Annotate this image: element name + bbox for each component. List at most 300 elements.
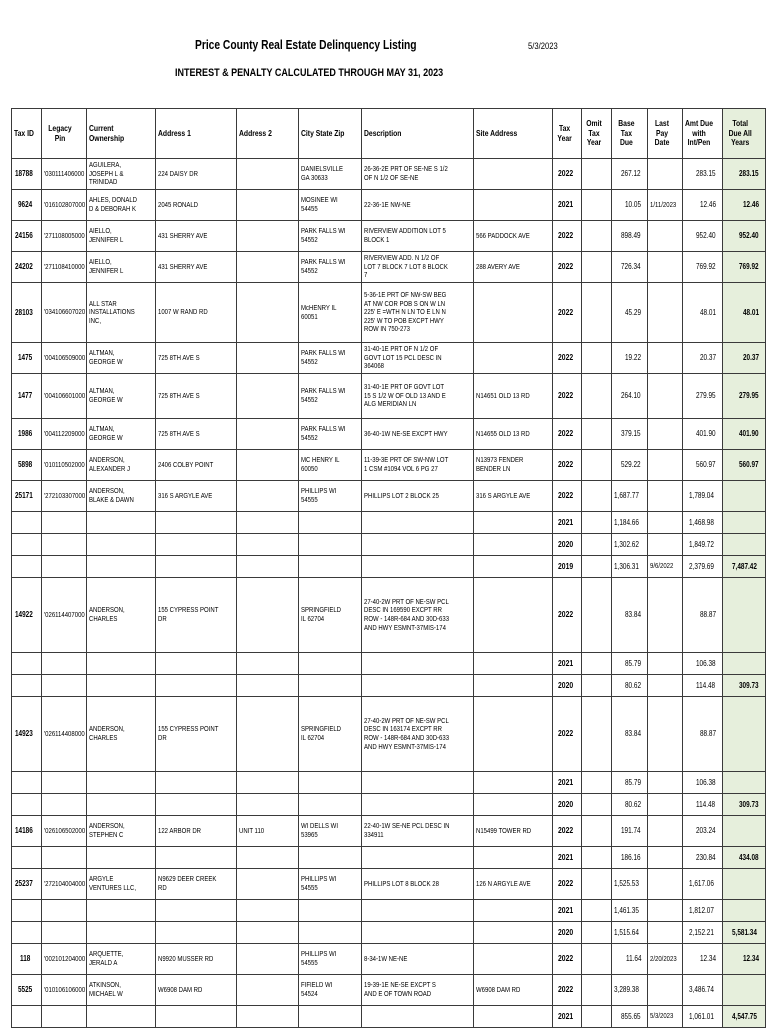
cell-owner: ATKINSON, MICHAEL W: [87, 975, 156, 1006]
cell-description: [362, 1006, 474, 1028]
cell-owner: ANDERSON, BLAKE & DAWN: [87, 481, 156, 512]
cell-base-tax-due: 3,289.38: [612, 975, 648, 1006]
cell-tax-year: 2020: [553, 534, 582, 556]
table-row: [12, 900, 766, 922]
cell-address-2: [237, 481, 299, 512]
cell-tax-year: 2022: [553, 374, 582, 419]
table-row: [12, 221, 766, 252]
cell-last-pay-date: [648, 653, 683, 675]
cell-site-address: 566 PADDOCK AVE: [474, 221, 553, 252]
cell-tax-year: 2022: [553, 343, 582, 374]
cell-tax-year: 2022: [553, 481, 582, 512]
cell-amt-due: 1,812.07: [683, 900, 723, 922]
cell-omit-tax-year: [582, 534, 612, 556]
cell-last-pay-date: [648, 675, 683, 697]
table-row: [12, 190, 766, 221]
table-row: [12, 556, 766, 578]
cell-omit-tax-year: [582, 221, 612, 252]
cell-amt-due: 88.87: [683, 578, 723, 653]
cell-address-2: [237, 252, 299, 283]
cell-address-2: [237, 922, 299, 944]
cell-address-1: N9920 MUSSER RD: [156, 944, 237, 975]
cell-total-due: 48.01: [723, 283, 766, 343]
cell-site-address: [474, 556, 553, 578]
cell-tax-year: 2022: [553, 450, 582, 481]
cell-tax-id: [12, 847, 42, 869]
cell-tax-year: 2022: [553, 975, 582, 1006]
cell-legacy-pin: '004106601000: [42, 374, 87, 419]
cell-amt-due: 20.37: [683, 343, 723, 374]
cell-amt-due: 203.24: [683, 816, 723, 847]
table-row: [12, 534, 766, 556]
cell-owner: ALTMAN, GEORGE W: [87, 419, 156, 450]
table-row: [12, 1006, 766, 1028]
cell-legacy-pin: [42, 556, 87, 578]
cell-legacy-pin: '004112209000: [42, 419, 87, 450]
cell-site-address: [474, 190, 553, 221]
cell-description: 8-34-1W NE-NE: [362, 944, 474, 975]
table-row: [12, 252, 766, 283]
cell-base-tax-due: 186.16: [612, 847, 648, 869]
cell-last-pay-date: [648, 374, 683, 419]
cell-base-tax-due: 80.62: [612, 794, 648, 816]
cell-tax-id: 118: [12, 944, 42, 975]
cell-total-due: 309.73: [723, 675, 766, 697]
cell-tax-year: 2022: [553, 697, 582, 772]
cell-omit-tax-year: [582, 1006, 612, 1028]
cell-address-1: [156, 1006, 237, 1028]
table-row: [12, 697, 766, 772]
cell-omit-tax-year: [582, 578, 612, 653]
cell-description: PHILLIPS LOT 8 BLOCK 28: [362, 869, 474, 900]
header-legacy-pin: Legacy Pin: [42, 109, 87, 159]
cell-owner: [87, 772, 156, 794]
cell-address-1: W6908 DAM RD: [156, 975, 237, 1006]
cell-base-tax-due: 898.49: [612, 221, 648, 252]
cell-city-state-zip: PARK FALLS WI 54552: [299, 221, 362, 252]
cell-legacy-pin: '010110502000: [42, 450, 87, 481]
cell-omit-tax-year: [582, 252, 612, 283]
table-body: [12, 159, 766, 1028]
cell-legacy-pin: '026106502000: [42, 816, 87, 847]
header-tax-id: Tax ID: [12, 109, 42, 159]
cell-address-2: [237, 900, 299, 922]
cell-owner: AIELLO, JENNIFER L: [87, 252, 156, 283]
cell-amt-due: 12.46: [683, 190, 723, 221]
cell-base-tax-due: 85.79: [612, 653, 648, 675]
cell-site-address: [474, 159, 553, 190]
cell-city-state-zip: PHILLIPS WI 54555: [299, 481, 362, 512]
cell-legacy-pin: [42, 922, 87, 944]
cell-city-state-zip: MC HENRY IL 60050: [299, 450, 362, 481]
cell-omit-tax-year: [582, 283, 612, 343]
cell-omit-tax-year: [582, 374, 612, 419]
cell-owner: [87, 900, 156, 922]
cell-total-due: [723, 900, 766, 922]
cell-omit-tax-year: [582, 772, 612, 794]
cell-base-tax-due: 19.22: [612, 343, 648, 374]
cell-omit-tax-year: [582, 794, 612, 816]
cell-total-due: [723, 869, 766, 900]
cell-total-due: 12.34: [723, 944, 766, 975]
cell-base-tax-due: 10.05: [612, 190, 648, 221]
cell-owner: AHLES, DONALD D & DEBORAH K: [87, 190, 156, 221]
cell-address-2: [237, 578, 299, 653]
cell-tax-year: 2022: [553, 578, 582, 653]
cell-total-due: 401.90: [723, 419, 766, 450]
cell-total-due: [723, 697, 766, 772]
header-current-ownership: Current Ownership: [87, 109, 156, 159]
cell-total-due: 952.40: [723, 221, 766, 252]
cell-site-address: [474, 512, 553, 534]
cell-description: [362, 556, 474, 578]
cell-site-address: [474, 944, 553, 975]
cell-legacy-pin: [42, 772, 87, 794]
cell-legacy-pin: [42, 534, 87, 556]
cell-owner: ALTMAN, GEORGE W: [87, 343, 156, 374]
cell-tax-year: 2022: [553, 944, 582, 975]
cell-base-tax-due: 264.10: [612, 374, 648, 419]
cell-amt-due: 1,468.98: [683, 512, 723, 534]
cell-legacy-pin: '271108410000: [42, 252, 87, 283]
cell-total-due: 12.46: [723, 190, 766, 221]
cell-address-1: [156, 653, 237, 675]
cell-last-pay-date: [648, 450, 683, 481]
cell-legacy-pin: '272104004000: [42, 869, 87, 900]
cell-omit-tax-year: [582, 190, 612, 221]
table-row: [12, 653, 766, 675]
cell-omit-tax-year: [582, 343, 612, 374]
cell-last-pay-date: [648, 847, 683, 869]
cell-last-pay-date: [648, 221, 683, 252]
cell-owner: ARQUETTE, JERALD A: [87, 944, 156, 975]
cell-amt-due: 230.84: [683, 847, 723, 869]
cell-last-pay-date: 9/6/2022: [648, 556, 683, 578]
cell-description: 5-36-1E PRT OF NW-SW BEG AT NW COR POB S ON W LN 225' E =WTH N LN TO E LN N 225' W TO POB EXCPT HWY ROW IN 750-273: [362, 283, 474, 343]
cell-base-tax-due: 83.84: [612, 578, 648, 653]
cell-total-due: [723, 772, 766, 794]
report-date: 5/3/2023: [528, 41, 558, 51]
cell-total-due: 560.97: [723, 450, 766, 481]
cell-base-tax-due: 80.62: [612, 675, 648, 697]
cell-city-state-zip: PARK FALLS WI 54552: [299, 343, 362, 374]
cell-amt-due: 952.40: [683, 221, 723, 252]
cell-amt-due: 114.48: [683, 675, 723, 697]
cell-tax-id: 25171: [12, 481, 42, 512]
cell-last-pay-date: [648, 481, 683, 512]
cell-description: 27-40-2W PRT OF NE-SW PCL DESC IN 163174 EXCPT RR ROW - 148R-684 AND 30D-633 AND HWY ESMNT-37MIS-174: [362, 697, 474, 772]
header-site-address: Site Address: [474, 109, 553, 159]
cell-amt-due: 1,617.06: [683, 869, 723, 900]
cell-city-state-zip: McHENRY IL 60051: [299, 283, 362, 343]
cell-last-pay-date: [648, 697, 683, 772]
cell-site-address: [474, 772, 553, 794]
cell-legacy-pin: '016102807000: [42, 190, 87, 221]
cell-site-address: [474, 578, 553, 653]
cell-address-1: 431 SHERRY AVE: [156, 221, 237, 252]
cell-city-state-zip: [299, 534, 362, 556]
cell-last-pay-date: [648, 816, 683, 847]
table-row: [12, 794, 766, 816]
cell-tax-year: 2021: [553, 512, 582, 534]
cell-address-1: 431 SHERRY AVE: [156, 252, 237, 283]
cell-owner: AIELLO, JENNIFER L: [87, 221, 156, 252]
cell-legacy-pin: '026114408000: [42, 697, 87, 772]
cell-tax-id: 24156: [12, 221, 42, 252]
cell-omit-tax-year: [582, 481, 612, 512]
cell-tax-id: [12, 922, 42, 944]
cell-tax-id: [12, 512, 42, 534]
table-row: [12, 450, 766, 481]
cell-tax-id: [12, 900, 42, 922]
cell-tax-id: 14186: [12, 816, 42, 847]
cell-address-2: [237, 975, 299, 1006]
cell-description: [362, 847, 474, 869]
cell-last-pay-date: [648, 772, 683, 794]
table-header-row: [12, 109, 766, 159]
cell-last-pay-date: 2/20/2023: [648, 944, 683, 975]
cell-last-pay-date: 1/11/2023: [648, 190, 683, 221]
cell-site-address: [474, 900, 553, 922]
cell-legacy-pin: [42, 512, 87, 534]
cell-base-tax-due: 191.74: [612, 816, 648, 847]
cell-description: RIVERVIEW ADD. N 1/2 OF LOT 7 BLOCK 7 LOT 8 BLOCK 7: [362, 252, 474, 283]
cell-owner: ALL STAR INSTALLATIONS INC,: [87, 283, 156, 343]
cell-owner: ANDERSON, ALEXANDER J: [87, 450, 156, 481]
cell-tax-id: 14923: [12, 697, 42, 772]
cell-amt-due: 279.95: [683, 374, 723, 419]
cell-site-address: [474, 283, 553, 343]
cell-tax-year: 2022: [553, 252, 582, 283]
cell-omit-tax-year: [582, 944, 612, 975]
cell-omit-tax-year: [582, 653, 612, 675]
cell-address-2: [237, 944, 299, 975]
cell-tax-year: 2022: [553, 221, 582, 252]
cell-owner: [87, 512, 156, 534]
cell-tax-year: 2022: [553, 816, 582, 847]
cell-address-2: [237, 419, 299, 450]
cell-city-state-zip: PARK FALLS WI 54552: [299, 374, 362, 419]
cell-base-tax-due: 85.79: [612, 772, 648, 794]
cell-total-due: 283.15: [723, 159, 766, 190]
delinquency-table: [11, 108, 766, 1028]
cell-tax-year: 2020: [553, 922, 582, 944]
cell-legacy-pin: [42, 900, 87, 922]
table-row: [12, 419, 766, 450]
header-amt-due: Amt Due with Int/Pen: [683, 109, 723, 159]
header-tax-year: Tax Year: [553, 109, 582, 159]
cell-omit-tax-year: [582, 847, 612, 869]
cell-last-pay-date: [648, 534, 683, 556]
cell-last-pay-date: [648, 900, 683, 922]
cell-address-2: [237, 556, 299, 578]
cell-omit-tax-year: [582, 556, 612, 578]
header-total-due: Total Due All Years: [723, 109, 766, 159]
cell-owner: [87, 794, 156, 816]
cell-address-2: [237, 675, 299, 697]
cell-site-address: [474, 343, 553, 374]
cell-amt-due: 114.48: [683, 794, 723, 816]
cell-omit-tax-year: [582, 450, 612, 481]
cell-city-state-zip: [299, 772, 362, 794]
cell-description: 22-40-1W SE-NE PCL DESC IN 334911: [362, 816, 474, 847]
cell-description: 27-40-2W PRT OF NE-SW PCL DESC IN 169590 EXCPT RR ROW - 148R-684 AND 30D-633 AND HWY ESMNT-37MIS-174: [362, 578, 474, 653]
cell-site-address: 316 S ARGYLE AVE: [474, 481, 553, 512]
cell-address-1: 2045 RONALD: [156, 190, 237, 221]
cell-description: PHILLIPS LOT 2 BLOCK 25: [362, 481, 474, 512]
cell-owner: [87, 1006, 156, 1028]
cell-tax-id: 5898: [12, 450, 42, 481]
cell-description: [362, 900, 474, 922]
cell-legacy-pin: '272103307000: [42, 481, 87, 512]
cell-description: [362, 922, 474, 944]
table-row: [12, 675, 766, 697]
cell-base-tax-due: 855.65: [612, 1006, 648, 1028]
cell-site-address: N14651 OLD 13 RD: [474, 374, 553, 419]
cell-total-due: 5,581.34: [723, 922, 766, 944]
cell-legacy-pin: '026114407000: [42, 578, 87, 653]
cell-amt-due: 3,486.74: [683, 975, 723, 1006]
cell-address-2: [237, 534, 299, 556]
cell-tax-id: 1477: [12, 374, 42, 419]
table-row: [12, 343, 766, 374]
cell-tax-year: 2022: [553, 419, 582, 450]
cell-tax-id: [12, 1006, 42, 1028]
cell-tax-id: 24202: [12, 252, 42, 283]
table-row: [12, 283, 766, 343]
cell-legacy-pin: [42, 675, 87, 697]
cell-owner: ANDERSON, STEPHEN C: [87, 816, 156, 847]
cell-address-1: 155 CYPRESS POINT DR: [156, 578, 237, 653]
cell-omit-tax-year: [582, 922, 612, 944]
cell-amt-due: 769.92: [683, 252, 723, 283]
cell-city-state-zip: [299, 922, 362, 944]
cell-tax-year: 2022: [553, 869, 582, 900]
cell-legacy-pin: '030111406000: [42, 159, 87, 190]
cell-last-pay-date: [648, 975, 683, 1006]
cell-address-1: [156, 675, 237, 697]
cell-base-tax-due: 529.22: [612, 450, 648, 481]
cell-total-due: [723, 534, 766, 556]
cell-tax-year: 2021: [553, 772, 582, 794]
cell-base-tax-due: 1,306.31: [612, 556, 648, 578]
cell-total-due: [723, 481, 766, 512]
cell-address-2: [237, 283, 299, 343]
cell-tax-year: 2021: [553, 653, 582, 675]
cell-description: 31-40-1E PRT OF N 1/2 OF GOVT LOT 15 PCL DESC IN 364068: [362, 343, 474, 374]
cell-base-tax-due: 1,515.64: [612, 922, 648, 944]
cell-tax-id: 5525: [12, 975, 42, 1006]
cell-base-tax-due: 1,525.53: [612, 869, 648, 900]
cell-omit-tax-year: [582, 159, 612, 190]
cell-site-address: [474, 653, 553, 675]
cell-city-state-zip: PARK FALLS WI 54552: [299, 419, 362, 450]
cell-address-1: 122 ARBOR DR: [156, 816, 237, 847]
cell-site-address: [474, 1006, 553, 1028]
cell-tax-id: [12, 653, 42, 675]
cell-owner: ANDERSON, CHARLES: [87, 697, 156, 772]
cell-address-2: [237, 847, 299, 869]
cell-address-1: 725 8TH AVE S: [156, 343, 237, 374]
cell-amt-due: 2,379.69: [683, 556, 723, 578]
cell-omit-tax-year: [582, 697, 612, 772]
cell-address-2: [237, 869, 299, 900]
cell-address-2: [237, 653, 299, 675]
cell-address-2: [237, 772, 299, 794]
cell-tax-id: 25237: [12, 869, 42, 900]
cell-address-2: [237, 697, 299, 772]
cell-total-due: [723, 816, 766, 847]
cell-owner: ARGYLE VENTURES LLC,: [87, 869, 156, 900]
cell-tax-id: 18788: [12, 159, 42, 190]
cell-tax-id: [12, 794, 42, 816]
cell-tax-id: 1475: [12, 343, 42, 374]
cell-address-2: [237, 512, 299, 534]
header-base-tax-due: Base Tax Due: [612, 109, 648, 159]
cell-site-address: [474, 794, 553, 816]
cell-city-state-zip: PHILLIPS WI 54555: [299, 869, 362, 900]
cell-address-2: [237, 794, 299, 816]
cell-address-1: 725 8TH AVE S: [156, 374, 237, 419]
cell-site-address: [474, 697, 553, 772]
cell-owner: ANDERSON, CHARLES: [87, 578, 156, 653]
cell-owner: AGUILERA, JOSEPH L & TRINIDAD: [87, 159, 156, 190]
cell-tax-id: 9624: [12, 190, 42, 221]
cell-address-1: N9629 DEER CREEK RD: [156, 869, 237, 900]
cell-tax-id: 28103: [12, 283, 42, 343]
table-row: [12, 772, 766, 794]
cell-address-2: [237, 159, 299, 190]
cell-legacy-pin: '010106106000: [42, 975, 87, 1006]
cell-address-2: [237, 374, 299, 419]
cell-address-2: [237, 1006, 299, 1028]
header-omit-tax-year: Omit Tax Year: [582, 109, 612, 159]
cell-city-state-zip: [299, 1006, 362, 1028]
cell-description: 11-39-3E PRT OF SW-NW LOT 1 CSM #1094 VOL 6 PG 27: [362, 450, 474, 481]
cell-description: 22-36-1E NW-NE: [362, 190, 474, 221]
cell-base-tax-due: 1,184.66: [612, 512, 648, 534]
cell-address-1: [156, 794, 237, 816]
cell-last-pay-date: [648, 922, 683, 944]
cell-site-address: [474, 847, 553, 869]
header-address-2: Address 2: [237, 109, 299, 159]
cell-address-1: 155 CYPRESS POINT DR: [156, 697, 237, 772]
cell-site-address: W6908 DAM RD: [474, 975, 553, 1006]
cell-tax-year: 2022: [553, 159, 582, 190]
cell-description: 36-40-1W NE-SE EXCPT HWY: [362, 419, 474, 450]
cell-legacy-pin: '002101204000: [42, 944, 87, 975]
cell-tax-id: [12, 556, 42, 578]
cell-tax-year: 2021: [553, 190, 582, 221]
cell-address-2: [237, 450, 299, 481]
cell-total-due: 279.95: [723, 374, 766, 419]
cell-tax-year: 2020: [553, 794, 582, 816]
cell-city-state-zip: [299, 653, 362, 675]
cell-address-1: [156, 922, 237, 944]
cell-city-state-zip: [299, 675, 362, 697]
cell-description: [362, 772, 474, 794]
cell-base-tax-due: 1,687.77: [612, 481, 648, 512]
cell-amt-due: 2,152.21: [683, 922, 723, 944]
cell-tax-id: 1986: [12, 419, 42, 450]
cell-tax-year: 2021: [553, 1006, 582, 1028]
table-row: [12, 944, 766, 975]
cell-description: [362, 794, 474, 816]
cell-city-state-zip: SPRINGFIELD IL 62704: [299, 697, 362, 772]
cell-owner: [87, 922, 156, 944]
cell-address-1: [156, 512, 237, 534]
cell-last-pay-date: [648, 578, 683, 653]
